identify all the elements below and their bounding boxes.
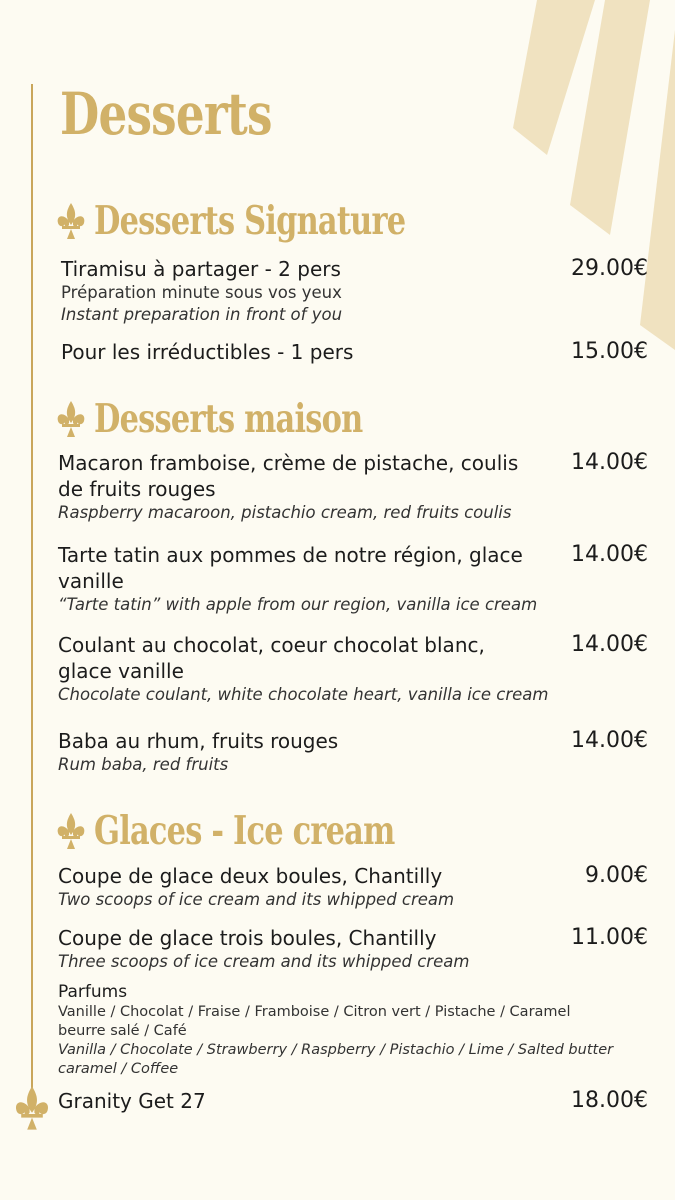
item-description-en: Chocolate coulant, white chocolate heart, vanilla ice cream: [58, 685, 549, 704]
item-price: 14.00€: [571, 450, 648, 475]
section-title: Desserts maison: [94, 396, 363, 442]
item-name: Tarte tatin aux pommes de notre région, glace vanille: [58, 543, 523, 593]
item-price: 14.00€: [571, 542, 648, 567]
fleur-de-lis-icon: [56, 811, 86, 851]
item-price: 14.00€: [571, 728, 648, 753]
item-description-en: “Tarte tatin” with apple from our region, vanilla ice cream: [58, 595, 538, 614]
item-name: Baba au rhum, fruits rouges: [58, 729, 339, 753]
item-name: Tiramisu à partager - 2 pers: [61, 257, 341, 281]
item-price: 14.00€: [571, 632, 648, 657]
fleur-de-lis-icon: [14, 1083, 50, 1133]
item-name: Coupe de glace trois boules, Chantilly: [58, 926, 437, 950]
item-name: Macaron framboise, crème de pistache, coulis de fruits rouges: [58, 451, 519, 501]
flavours-fr: Vanille / Chocolat / Fraise / Framboise / Citron vert / Pistache / Caramel beurre salé / Café: [58, 1004, 571, 1039]
menu-item: [58, 450, 648, 524]
menu-item: [61, 256, 648, 326]
fleur-de-lis-icon: [56, 399, 86, 439]
item-description-fr: Préparation minute sous vos yeux: [61, 283, 342, 302]
item-description-en: Rum baba, red fruits: [58, 755, 229, 774]
item-price: 29.00€: [571, 256, 648, 281]
menu-item: [58, 632, 648, 706]
item-description-en: Instant preparation in front of you: [61, 305, 343, 324]
item-name: Coupe de glace deux boules, Chantilly: [58, 864, 443, 888]
item-description-en: Two scoops of ice cream and its whipped cream: [58, 890, 455, 909]
section-header-maison: [56, 396, 438, 442]
menu-item: [58, 542, 648, 616]
menu-item: [58, 863, 648, 911]
flavours-en: Vanilla / Chocolate / Strawberry / Raspberry / Pistachio / Lime / Salted butter caramel / Coffee: [58, 1042, 614, 1077]
item-price: 15.00€: [571, 339, 648, 364]
flavours-list: [58, 981, 618, 1079]
item-name: Granity Get 27: [58, 1089, 206, 1113]
section-title: Desserts Signature: [94, 198, 406, 244]
item-price: 18.00€: [571, 1088, 648, 1113]
menu-item: [61, 339, 648, 365]
item-price: 9.00€: [585, 863, 648, 888]
gold-vertical-rule: [31, 84, 33, 1089]
section-title: Glaces - Ice cream: [94, 808, 395, 854]
page-title: Desserts: [60, 80, 272, 148]
item-price: 11.00€: [571, 925, 648, 950]
item-name: Pour les irréductibles - 1 pers: [61, 340, 354, 364]
item-description-en: Three scoops of ice cream and its whipped cream: [58, 952, 470, 971]
menu-item: [58, 925, 648, 973]
menu-item: [58, 1088, 648, 1114]
flavours-label: Parfums: [58, 982, 128, 1002]
section-header-signature: [56, 198, 493, 244]
menu-item: [58, 728, 648, 776]
item-description-en: Raspberry macaroon, pistachio cream, red fruits coulis: [58, 503, 512, 522]
fleur-de-lis-icon: [56, 201, 86, 241]
item-name: Coulant au chocolat, coeur chocolat blanc, glace vanille: [58, 633, 485, 683]
section-header-glaces: [56, 808, 479, 854]
